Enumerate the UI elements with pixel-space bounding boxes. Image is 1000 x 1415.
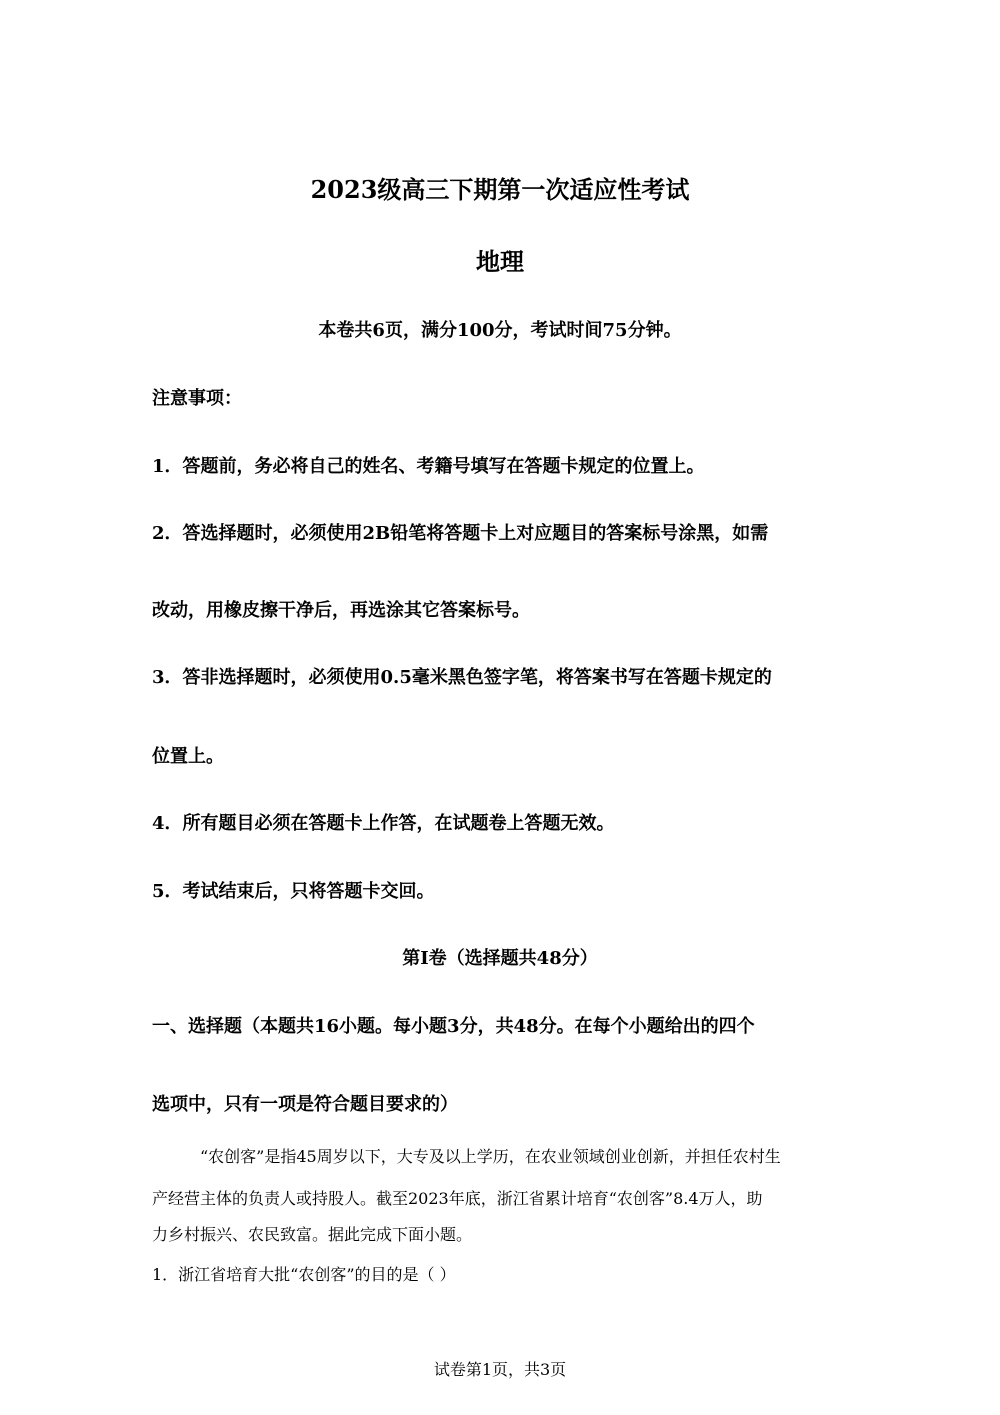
section-heading: 一、选择题（本题共16小题。每小题3分，共48分。在每个小题给出的四个 (152, 1016, 755, 1037)
page-footer: 试卷第1页，共3页 (433, 1360, 567, 1379)
subject-title: 地理 (476, 247, 524, 276)
passage-line-2: 产经营主体的负责人或持股人。截至2023年底，浙江省累计培育“农创客”8.4万人，助 (152, 1189, 763, 1208)
notes-heading: 注意事项： (152, 388, 242, 409)
note-item-1: 1．答题前，务必将自己的姓名、考籍号填写在答题卡规定的位置上。 (152, 456, 705, 477)
question-1: 1．浙江省培育大批“农创客”的目的是（ ） (152, 1265, 456, 1284)
section-heading-cont: 选项中，只有一项是符合题目要求的） (152, 1094, 458, 1115)
note-item-2-cont: 改动，用橡皮擦干净后，再选涂其它答案标号。 (152, 600, 530, 621)
exam-title: 2023级高三下期第一次适应性考试 (310, 175, 690, 204)
note-item-2: 2．答选择题时，必须使用2B铅笔将答题卡上对应题目的答案标号涂黑，如需 (152, 523, 769, 544)
passage-line-1: “农创客”是指45周岁以下，大专及以上学历，在农业领域创业创新，并担任农村生 (200, 1147, 781, 1166)
exam-info: 本卷共6页，满分100分，考试时间75分钟。 (318, 320, 682, 341)
note-item-5: 5．考试结束后，只将答题卡交回。 (152, 881, 435, 902)
note-item-4: 4．所有题目必须在答题卡上作答，在试题卷上答题无效。 (152, 813, 615, 834)
note-item-3-cont: 位置上。 (152, 746, 224, 767)
passage-line-3: 力乡村振兴、农民致富。据此完成下面小题。 (152, 1225, 473, 1244)
part-title: 第Ⅰ卷（选择题共48分） (402, 948, 598, 969)
note-item-3: 3．答非选择题时，必须使用0.5毫米黑色签字笔，将答案书写在答题卡规定的 (152, 667, 772, 688)
